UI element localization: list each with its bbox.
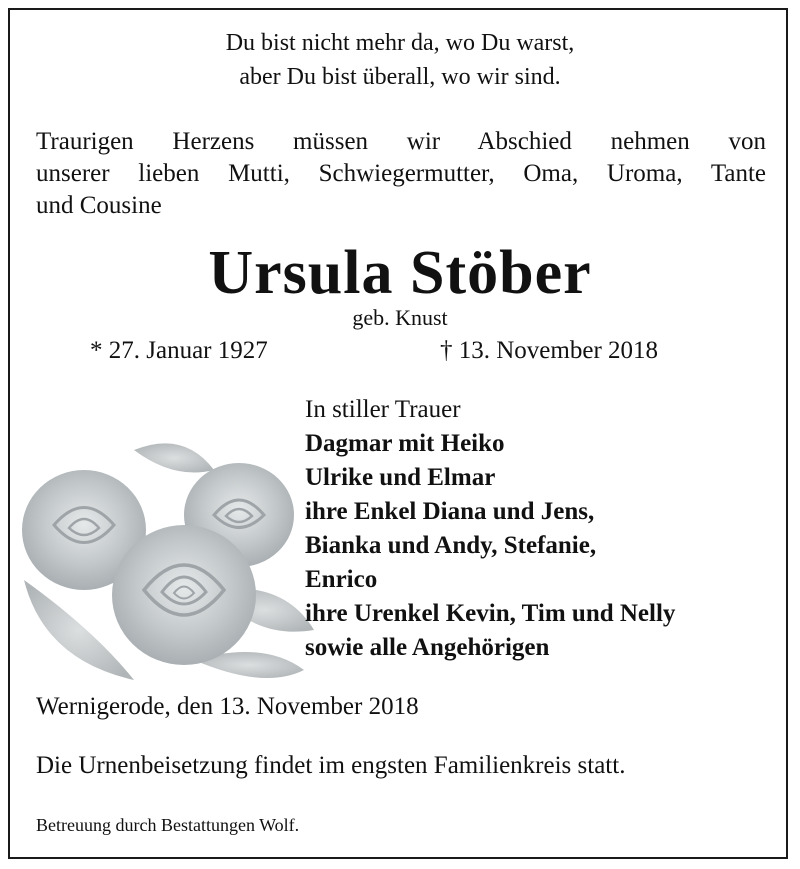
mourner-line-2: Ulrike und Elmar (305, 464, 496, 491)
intro-line-2: unserer lieben Mutti, Schwiegermutter, Oma, Uroma, Tante (36, 160, 766, 187)
intro-line-1: Traurigen Herzens müssen wir Abschied nehmen von (36, 128, 766, 155)
mourner-line-1: Dagmar mit Heiko (305, 430, 505, 457)
burial-note: Die Urnenbeisetzung findet im engsten Familienkreis statt. (36, 752, 626, 779)
mourner-line-7: sowie alle Angehörigen (305, 634, 550, 661)
mourner-line-4: Bianka und Andy, Stefanie, (305, 532, 597, 559)
undertaker-note: Betreuung durch Bestattungen Wolf. (36, 815, 300, 835)
verse-line-2: aber Du bist überall, wo wir sind. (239, 64, 561, 90)
death-date: † 13. November 2018 (440, 337, 659, 364)
roses-illustration-icon (14, 430, 314, 690)
verse-line-1: Du bist nicht mehr da, wo Du warst, (225, 30, 575, 56)
mourner-line-5: Enrico (305, 566, 378, 593)
mourner-line-6: ihre Urenkel Kevin, Tim und Nelly (305, 600, 676, 627)
mourning-intro: In stiller Trauer (305, 396, 461, 423)
place-date: Wernigerode, den 13. November 2018 (36, 693, 419, 720)
birth-date: * 27. Januar 1927 (90, 337, 268, 364)
intro-line-3: und Cousine (36, 192, 162, 219)
birth-name: geb. Knust (352, 305, 448, 330)
deceased-name: Ursula Stöber (208, 239, 592, 307)
mourner-line-3: ihre Enkel Diana und Jens, (305, 498, 595, 525)
